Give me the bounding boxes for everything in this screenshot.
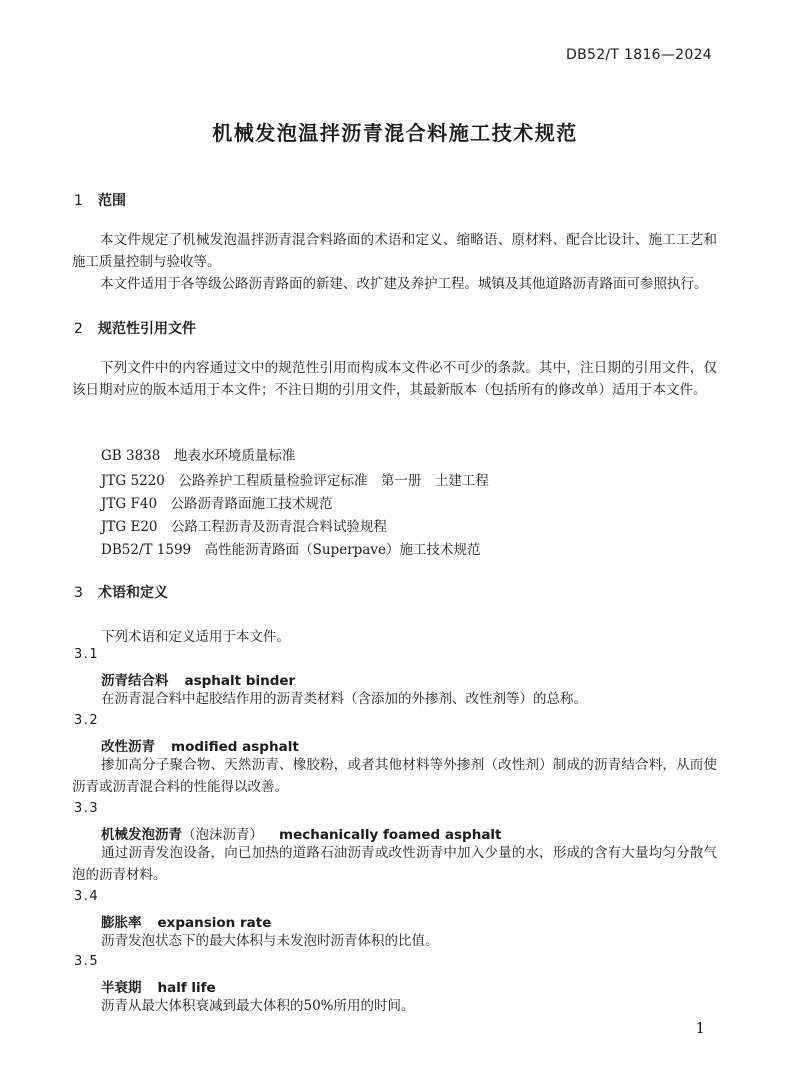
term-en: mechanically foamed asphalt bbox=[279, 827, 502, 843]
term-name bbox=[101, 735, 299, 755]
section-2-paragraph-1: 下列文件中的内容通过文中的规范性引用而构成本文件必不可少的条款。其中，注日期的引用文件，仅该日期对应的版本适用于本文件；不注日期的引用文件，其最新版本（包括所有的修改单）适用于本文件。 bbox=[72, 360, 717, 398]
section-2-heading bbox=[74, 318, 196, 338]
term-number: 3.1 bbox=[74, 647, 100, 662]
section-number: 2 bbox=[74, 321, 83, 337]
term-name bbox=[101, 669, 295, 689]
term-definition: 掺加高分子聚合物、天然沥青、橡胶粉，或者其他材料等外掺剂（改性剂）制成的沥青结合料，从而使沥青或沥青混合料的性能得以改善。 bbox=[72, 757, 717, 795]
section-3-intro: 下列术语和定义适用于本文件。 bbox=[101, 629, 290, 645]
term-number: 3.5 bbox=[74, 954, 100, 969]
reference-item: JTG 5220 公路养护工程质量检验评定标准 第一册 土建工程 bbox=[101, 473, 489, 489]
term-zh: 沥青结合料 bbox=[101, 673, 169, 689]
section-title: 术语和定义 bbox=[98, 585, 168, 601]
term-definition: 在沥青混合料中起胶结作用的沥青类材料（含添加的外掺剂、改性剂等）的总称。 bbox=[101, 691, 587, 707]
section-1-paragraph-2: 本文件适用于各等级公路沥青路面的新建、改扩建及养护工程。城镇及其他道路沥青路面可参照执行。 bbox=[100, 276, 708, 292]
term-zh: 半衰期 bbox=[101, 980, 142, 996]
term-definition: 沥青发泡状态下的最大体积与未发泡时沥青体积的比值。 bbox=[101, 933, 439, 949]
section-number: 3 bbox=[74, 585, 83, 601]
section-3-heading bbox=[74, 582, 168, 602]
term-en: half life bbox=[157, 980, 216, 996]
term-en: asphalt binder bbox=[184, 673, 296, 689]
term-zh: 改性沥青 bbox=[101, 739, 155, 755]
term-number: 3.3 bbox=[74, 801, 100, 816]
reference-item: DB52/T 1599 高性能沥青路面（Superpave）施工技术规范 bbox=[101, 542, 481, 558]
reference-item: JTG E20 公路工程沥青及沥青混合料试验规程 bbox=[101, 519, 388, 535]
section-title: 规范性引用文件 bbox=[98, 321, 196, 337]
term-definition: 沥青从最大体积衰减到最大体积的50%所用的时间。 bbox=[101, 998, 415, 1014]
section-number: 1 bbox=[74, 193, 83, 209]
standard-code: DB52/T 1816—2024 bbox=[566, 47, 712, 63]
term-name bbox=[101, 911, 271, 931]
term-zh: 机械发泡沥青 bbox=[101, 827, 182, 843]
term-en: modified asphalt bbox=[171, 739, 299, 755]
term-name bbox=[101, 976, 216, 996]
term-zh-note: （泡沫沥青） bbox=[182, 827, 263, 843]
section-title: 范围 bbox=[98, 193, 126, 209]
term-number: 3.4 bbox=[74, 889, 100, 904]
section-1-paragraph-1: 本文件规定了机械发泡温拌沥青混合料路面的术语和定义、缩略语、原材料、配合比设计、施工工艺和施工质量控制与验收等。 bbox=[72, 232, 717, 270]
reference-item: JTG F40 公路沥青路面施工技术规范 bbox=[101, 496, 333, 512]
term-en: expansion rate bbox=[157, 915, 272, 931]
section-1-heading bbox=[74, 190, 126, 210]
document-title: 机械发泡温拌沥青混合料施工技术规范 bbox=[212, 121, 578, 145]
term-definition: 通过沥青发泡设备，向已加热的道路石油沥青或改性沥青中加入少量的水，形成的含有大量均匀分散气泡的沥青材料。 bbox=[72, 845, 717, 883]
reference-item: GB 3838 地表水环境质量标准 bbox=[101, 448, 296, 464]
term-name bbox=[101, 823, 502, 843]
term-number: 3.2 bbox=[74, 713, 100, 728]
term-zh: 膨胀率 bbox=[101, 915, 142, 931]
page-number: 1 bbox=[695, 1019, 705, 1037]
